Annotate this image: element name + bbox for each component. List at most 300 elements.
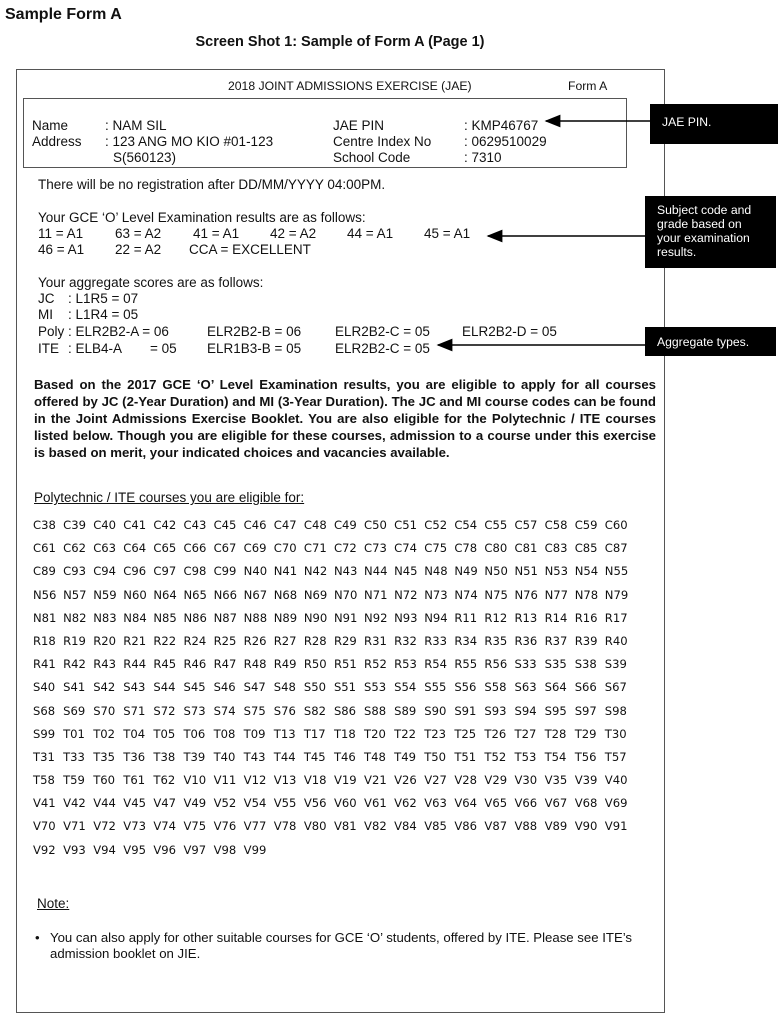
school-label: School Code bbox=[333, 150, 411, 165]
course-code: V41 bbox=[33, 796, 56, 811]
course-code: R26 bbox=[243, 633, 267, 648]
course-code: C40 bbox=[93, 518, 117, 532]
note-text: You can also apply for other suitable courses for GCE ‘O’ students, offered by ITE. Please see ITE’s admission booklet on JIE. bbox=[50, 930, 633, 961]
course-code: V65 bbox=[484, 796, 508, 811]
sample-label: Sample Form A bbox=[5, 6, 122, 23]
course-code: V86 bbox=[454, 819, 477, 834]
course-code: S98 bbox=[604, 703, 627, 718]
course-code: V19 bbox=[333, 773, 357, 788]
course-code: C58 bbox=[544, 518, 568, 532]
course-code: T54 bbox=[544, 749, 567, 764]
ite-score-b: ELR1B3-B = 05 bbox=[207, 341, 302, 356]
course-code: T39 bbox=[183, 749, 206, 764]
course-code: T31 bbox=[33, 749, 55, 764]
poly-label: Poly bbox=[38, 324, 65, 339]
course-code: C59 bbox=[574, 518, 598, 532]
course-code: N73 bbox=[424, 587, 448, 602]
course-code: T02 bbox=[93, 726, 116, 741]
poly-score-d: ELR2B2-D = 05 bbox=[462, 324, 557, 339]
course-code: V47 bbox=[153, 796, 177, 811]
course-code: V63 bbox=[424, 796, 447, 811]
course-code: C99 bbox=[213, 564, 237, 579]
course-code: R46 bbox=[183, 657, 207, 672]
course-code: S35 bbox=[544, 657, 567, 672]
course-code: V49 bbox=[183, 796, 207, 811]
course-code: T20 bbox=[364, 726, 386, 741]
course-code: S76 bbox=[273, 703, 296, 718]
result-grade: 42 = A2 bbox=[270, 226, 317, 241]
course-code: V95 bbox=[123, 842, 146, 857]
poly-score-a: : ELR2B2-A = 06 bbox=[68, 324, 169, 339]
course-code: C78 bbox=[454, 541, 478, 556]
course-code: N48 bbox=[424, 564, 448, 579]
cca-grade: CCA = EXCELLENT bbox=[189, 242, 311, 257]
course-code: C71 bbox=[303, 541, 327, 556]
result-grade: 63 = A2 bbox=[115, 226, 162, 241]
course-code: T28 bbox=[544, 726, 567, 741]
centre-label: Centre Index No bbox=[333, 134, 432, 149]
ite-score-a-value: = 05 bbox=[150, 341, 177, 356]
course-code: V18 bbox=[303, 773, 327, 788]
course-code: N40 bbox=[243, 564, 268, 579]
course-code: N82 bbox=[63, 610, 87, 625]
course-code: R17 bbox=[604, 610, 628, 625]
course-code: V89 bbox=[544, 819, 568, 834]
course-code: T08 bbox=[213, 726, 236, 741]
course-code: N81 bbox=[33, 610, 57, 625]
course-code: T04 bbox=[123, 726, 146, 741]
course-code: R48 bbox=[243, 657, 267, 672]
course-code: V39 bbox=[574, 773, 598, 788]
course-code: V93 bbox=[63, 842, 86, 857]
course-code: V10 bbox=[183, 773, 207, 788]
course-code: S95 bbox=[544, 703, 567, 718]
course-code: V98 bbox=[213, 842, 237, 857]
course-code: R53 bbox=[394, 657, 417, 672]
course-code: N50 bbox=[484, 564, 508, 579]
course-code: R36 bbox=[514, 633, 538, 648]
address-line2: S(560123) bbox=[113, 150, 177, 165]
note-heading: Note: bbox=[37, 896, 70, 911]
course-code: S40 bbox=[33, 680, 56, 695]
course-code: N94 bbox=[424, 610, 448, 625]
course-code: V60 bbox=[333, 796, 357, 811]
course-code: S44 bbox=[153, 680, 176, 695]
result-grade: 45 = A1 bbox=[424, 226, 471, 241]
course-code: R45 bbox=[153, 657, 177, 672]
course-code: V87 bbox=[484, 819, 508, 834]
course-code: C69 bbox=[243, 541, 267, 556]
course-code: C72 bbox=[333, 541, 357, 556]
course-code: N88 bbox=[243, 610, 268, 625]
course-code: S82 bbox=[303, 703, 326, 718]
course-code: T48 bbox=[364, 749, 386, 764]
centre-value: : 0629510029 bbox=[464, 134, 547, 149]
course-code: V67 bbox=[544, 796, 568, 811]
course-code: N85 bbox=[153, 610, 177, 625]
course-code: S45 bbox=[183, 680, 206, 695]
course-code: C54 bbox=[454, 518, 478, 532]
course-code: C61 bbox=[33, 541, 56, 556]
course-code: T29 bbox=[574, 726, 597, 741]
course-code: V42 bbox=[63, 796, 86, 811]
course-code: S41 bbox=[63, 680, 86, 695]
result-grade: 41 = A1 bbox=[193, 226, 240, 241]
course-code: T52 bbox=[484, 749, 507, 764]
course-code: S67 bbox=[604, 680, 627, 695]
course-code: S39 bbox=[604, 657, 627, 672]
course-code: C43 bbox=[183, 518, 207, 532]
course-code: C73 bbox=[364, 541, 387, 556]
course-code: T30 bbox=[604, 726, 627, 741]
mi-label: MI bbox=[38, 307, 53, 322]
course-code: T38 bbox=[153, 749, 176, 764]
course-code: R25 bbox=[213, 633, 237, 648]
address-label: Address bbox=[32, 134, 82, 149]
course-code: S47 bbox=[243, 680, 266, 695]
registration-notice: There will be no registration after DD/MM/YYYY 04:00PM. bbox=[38, 177, 386, 192]
course-code: R49 bbox=[273, 657, 297, 672]
course-code: R41 bbox=[33, 657, 56, 672]
name-value: : NAM SIL bbox=[105, 118, 167, 133]
course-code: V40 bbox=[604, 773, 628, 788]
name-label: Name bbox=[32, 118, 69, 133]
poly-score-b: ELR2B2-B = 06 bbox=[207, 324, 302, 339]
course-code: C94 bbox=[93, 564, 117, 579]
callout-aggregate-types: Aggregate types. bbox=[645, 327, 776, 356]
course-code: S97 bbox=[574, 703, 597, 718]
course-code: T44 bbox=[273, 749, 296, 764]
course-code: N49 bbox=[454, 564, 478, 579]
course-code: V96 bbox=[153, 842, 177, 857]
result-grade: 22 = A2 bbox=[115, 242, 162, 257]
course-code: T40 bbox=[213, 749, 236, 764]
course-code: S63 bbox=[514, 680, 537, 695]
course-code: R18 bbox=[33, 633, 56, 648]
course-code: R27 bbox=[273, 633, 297, 648]
course-code: N60 bbox=[123, 587, 147, 602]
course-code: C41 bbox=[123, 518, 147, 532]
bullet-marker: • bbox=[35, 930, 40, 945]
course-code: V92 bbox=[33, 842, 56, 857]
course-code: R24 bbox=[183, 633, 207, 648]
course-code: R11 bbox=[454, 610, 478, 625]
course-code: N65 bbox=[183, 587, 207, 602]
course-code: V75 bbox=[183, 819, 207, 834]
course-code: R19 bbox=[63, 633, 86, 648]
course-code: N67 bbox=[243, 587, 268, 602]
course-code: R54 bbox=[424, 657, 448, 672]
course-code: T51 bbox=[454, 749, 477, 764]
course-code: V35 bbox=[544, 773, 568, 788]
course-code: S64 bbox=[544, 680, 567, 695]
address-line1: : 123 ANG MO KIO #01-123 bbox=[105, 134, 274, 149]
course-code: C46 bbox=[243, 518, 267, 532]
course-code: S94 bbox=[514, 703, 537, 718]
course-code: S90 bbox=[424, 703, 447, 718]
course-code: V73 bbox=[123, 819, 146, 834]
course-code: C81 bbox=[514, 541, 538, 556]
course-code: C67 bbox=[213, 541, 237, 556]
course-code: S43 bbox=[123, 680, 146, 695]
course-code: C55 bbox=[484, 518, 508, 532]
course-code: R51 bbox=[333, 657, 357, 672]
course-code: T27 bbox=[514, 726, 537, 741]
course-code: S42 bbox=[93, 680, 116, 695]
course-code: C51 bbox=[394, 518, 417, 532]
course-code: R29 bbox=[333, 633, 357, 648]
pin-value: : KMP46767 bbox=[464, 118, 539, 133]
course-code: C48 bbox=[303, 518, 327, 532]
course-code: N72 bbox=[394, 587, 418, 602]
course-code: V94 bbox=[93, 842, 116, 857]
course-code: S55 bbox=[424, 680, 447, 695]
course-code: R55 bbox=[454, 657, 478, 672]
course-code: T26 bbox=[484, 726, 507, 741]
course-code: V55 bbox=[273, 796, 297, 811]
course-code: V80 bbox=[303, 819, 327, 834]
course-code: V99 bbox=[243, 842, 267, 857]
course-code: V66 bbox=[514, 796, 538, 811]
course-code: S89 bbox=[394, 703, 417, 718]
course-code: T25 bbox=[454, 726, 477, 741]
course-code: C66 bbox=[183, 541, 207, 556]
course-code: S38 bbox=[574, 657, 597, 672]
course-code: S73 bbox=[183, 703, 206, 718]
form-title: 2018 JOINT ADMISSIONS EXERCISE (JAE) bbox=[228, 79, 472, 93]
course-code: C87 bbox=[604, 541, 628, 556]
course-code: S74 bbox=[213, 703, 236, 718]
course-code: N90 bbox=[303, 610, 328, 625]
course-code: N75 bbox=[484, 587, 508, 602]
course-code: S71 bbox=[123, 703, 146, 718]
results-intro: Your GCE ‘O’ Level Examination results are as follows: bbox=[38, 210, 366, 225]
course-code: R37 bbox=[544, 633, 568, 648]
callout-subject-code: Subject code and grade based on your examination results. bbox=[645, 196, 776, 268]
course-code: V72 bbox=[93, 819, 116, 834]
course-code: R35 bbox=[484, 633, 508, 648]
course-code: V11 bbox=[213, 773, 237, 788]
course-code: V82 bbox=[364, 819, 387, 834]
course-code: V91 bbox=[604, 819, 628, 834]
course-code: T13 bbox=[273, 726, 296, 741]
course-code: R34 bbox=[454, 633, 478, 648]
course-code: C80 bbox=[484, 541, 508, 556]
course-code: V56 bbox=[303, 796, 327, 811]
course-code: V27 bbox=[424, 773, 447, 788]
course-code: N41 bbox=[273, 564, 298, 579]
course-code: N57 bbox=[63, 587, 87, 602]
course-code: C70 bbox=[273, 541, 297, 556]
course-code: N91 bbox=[333, 610, 358, 625]
course-code: T56 bbox=[574, 749, 597, 764]
ite-score-a-label: : ELB4-A bbox=[68, 341, 123, 356]
course-code: T57 bbox=[604, 749, 627, 764]
course-code: R28 bbox=[303, 633, 327, 648]
course-code: C85 bbox=[574, 541, 598, 556]
course-code: N44 bbox=[364, 564, 388, 579]
course-code: R32 bbox=[394, 633, 417, 648]
course-code: S86 bbox=[333, 703, 357, 718]
course-code: S48 bbox=[273, 680, 296, 695]
course-code: V77 bbox=[243, 819, 267, 834]
result-grade: 44 = A1 bbox=[347, 226, 394, 241]
course-code: N79 bbox=[604, 587, 629, 602]
course-code: T35 bbox=[93, 749, 116, 764]
course-code: T17 bbox=[303, 726, 326, 741]
course-code: C63 bbox=[93, 541, 117, 556]
course-code: V88 bbox=[514, 819, 538, 834]
course-code: C38 bbox=[33, 518, 56, 532]
course-code: N89 bbox=[273, 610, 298, 625]
callout-jae-pin: JAE PIN. bbox=[650, 104, 778, 144]
course-code: C47 bbox=[273, 518, 297, 532]
course-code: S54 bbox=[394, 680, 417, 695]
course-code: C89 bbox=[33, 564, 56, 579]
course-code: N54 bbox=[574, 564, 599, 579]
jc-score: : L1R5 = 07 bbox=[68, 291, 139, 306]
course-code: T46 bbox=[333, 749, 356, 764]
school-value: : 7310 bbox=[464, 150, 502, 165]
course-code: C49 bbox=[333, 518, 357, 532]
course-code: S75 bbox=[243, 703, 266, 718]
course-code: V90 bbox=[574, 819, 598, 834]
course-code: S50 bbox=[303, 680, 326, 695]
course-code: T45 bbox=[303, 749, 326, 764]
course-code: T60 bbox=[93, 773, 116, 788]
course-code: V81 bbox=[333, 819, 357, 834]
course-code: R12 bbox=[484, 610, 508, 625]
course-code: S46 bbox=[213, 680, 236, 695]
course-code: N93 bbox=[394, 610, 418, 625]
course-code: N92 bbox=[364, 610, 388, 625]
course-code: V85 bbox=[424, 819, 447, 834]
course-code: V76 bbox=[213, 819, 237, 834]
pin-label: JAE PIN bbox=[333, 118, 385, 133]
result-grade: 46 = A1 bbox=[38, 242, 85, 257]
course-code: N77 bbox=[544, 587, 569, 602]
course-code: T36 bbox=[123, 749, 146, 764]
eligibility-paragraph: Based on the 2017 GCE ‘O’ Level Examination results, you are eligible to apply for all courses offered by JC (2-Year Duration) and MI (3-Year Duration). The JC and MI course codes can be found in the Joint Admissions Exercise Booklet. You are also eligible for the Polytechnic / ITE courses listed below. Though you are eligible for these courses, admission to a course under this exercise is based on merit, your indicated choices and vacancies available. bbox=[34, 377, 656, 460]
course-code: C98 bbox=[183, 564, 207, 579]
course-code: S56 bbox=[454, 680, 477, 695]
jc-label: JC bbox=[38, 291, 55, 306]
course-code: R52 bbox=[364, 657, 387, 672]
course-code: S88 bbox=[364, 703, 387, 718]
course-code: T01 bbox=[63, 726, 85, 741]
course-code: T33 bbox=[63, 749, 85, 764]
course-code: T09 bbox=[243, 726, 266, 741]
course-code: C97 bbox=[153, 564, 177, 579]
course-code: C45 bbox=[213, 518, 237, 532]
course-code: R44 bbox=[123, 657, 147, 672]
course-code: V30 bbox=[514, 773, 538, 788]
course-code: V44 bbox=[93, 796, 116, 811]
course-code: S70 bbox=[93, 703, 116, 718]
course-code: N51 bbox=[514, 564, 538, 579]
course-code: C62 bbox=[63, 541, 86, 556]
course-code: R14 bbox=[544, 610, 568, 625]
course-code: R16 bbox=[574, 610, 598, 625]
course-code: C93 bbox=[63, 564, 86, 579]
course-code: R56 bbox=[484, 657, 508, 672]
course-code: R33 bbox=[424, 633, 448, 648]
course-code: N64 bbox=[153, 587, 177, 602]
course-code: V12 bbox=[243, 773, 267, 788]
course-code: V71 bbox=[63, 819, 86, 834]
course-code: T53 bbox=[514, 749, 537, 764]
course-code: N59 bbox=[93, 587, 117, 602]
course-code: N70 bbox=[333, 587, 358, 602]
course-code: S33 bbox=[514, 657, 537, 672]
course-code: C74 bbox=[394, 541, 417, 556]
course-code: N76 bbox=[514, 587, 538, 602]
course-code: T49 bbox=[394, 749, 416, 764]
course-code: V64 bbox=[454, 796, 477, 811]
course-code: V13 bbox=[273, 773, 297, 788]
course-code: T23 bbox=[424, 726, 447, 741]
mi-score: : L1R4 = 05 bbox=[68, 307, 139, 322]
course-code: T59 bbox=[63, 773, 85, 788]
course-code: V68 bbox=[574, 796, 598, 811]
course-code: V84 bbox=[394, 819, 417, 834]
course-code: N66 bbox=[213, 587, 237, 602]
course-code: N83 bbox=[93, 610, 117, 625]
course-code: S53 bbox=[364, 680, 387, 695]
course-code: N45 bbox=[394, 564, 418, 579]
course-code: S72 bbox=[153, 703, 176, 718]
poly-score-c: ELR2B2-C = 05 bbox=[335, 324, 430, 339]
course-code: C64 bbox=[123, 541, 147, 556]
course-code: T43 bbox=[243, 749, 266, 764]
course-code: C60 bbox=[604, 518, 628, 532]
course-code: N78 bbox=[574, 587, 599, 602]
course-code: T50 bbox=[424, 749, 447, 764]
course-code: N74 bbox=[454, 587, 478, 602]
course-code: N87 bbox=[213, 610, 237, 625]
course-code: T22 bbox=[394, 726, 416, 741]
course-code: V21 bbox=[364, 773, 387, 788]
course-code: N55 bbox=[604, 564, 629, 579]
course-code: R43 bbox=[93, 657, 116, 672]
course-code: N84 bbox=[123, 610, 147, 625]
course-code: S91 bbox=[454, 703, 477, 718]
course-code: R21 bbox=[123, 633, 147, 648]
course-code: V29 bbox=[484, 773, 508, 788]
course-code: S69 bbox=[63, 703, 86, 718]
course-code: S66 bbox=[574, 680, 597, 695]
course-code: V69 bbox=[604, 796, 628, 811]
course-code: R22 bbox=[153, 633, 177, 648]
course-code: V74 bbox=[153, 819, 177, 834]
course-code: N86 bbox=[183, 610, 207, 625]
course-code: T58 bbox=[33, 773, 55, 788]
course-code: R47 bbox=[213, 657, 237, 672]
ite-score-c: ELR2B2-C = 05 bbox=[335, 341, 430, 356]
course-code: C39 bbox=[63, 518, 86, 532]
course-code: S58 bbox=[484, 680, 507, 695]
course-code: S93 bbox=[484, 703, 507, 718]
course-code: S51 bbox=[333, 680, 357, 695]
course-code: V78 bbox=[273, 819, 297, 834]
course-code: C57 bbox=[514, 518, 538, 532]
course-code: V70 bbox=[33, 819, 56, 834]
course-code: N53 bbox=[544, 564, 569, 579]
course-code: R13 bbox=[514, 610, 538, 625]
course-code: T62 bbox=[153, 773, 176, 788]
result-grade: 11 = A1 bbox=[38, 226, 84, 241]
course-code: S68 bbox=[33, 703, 56, 718]
